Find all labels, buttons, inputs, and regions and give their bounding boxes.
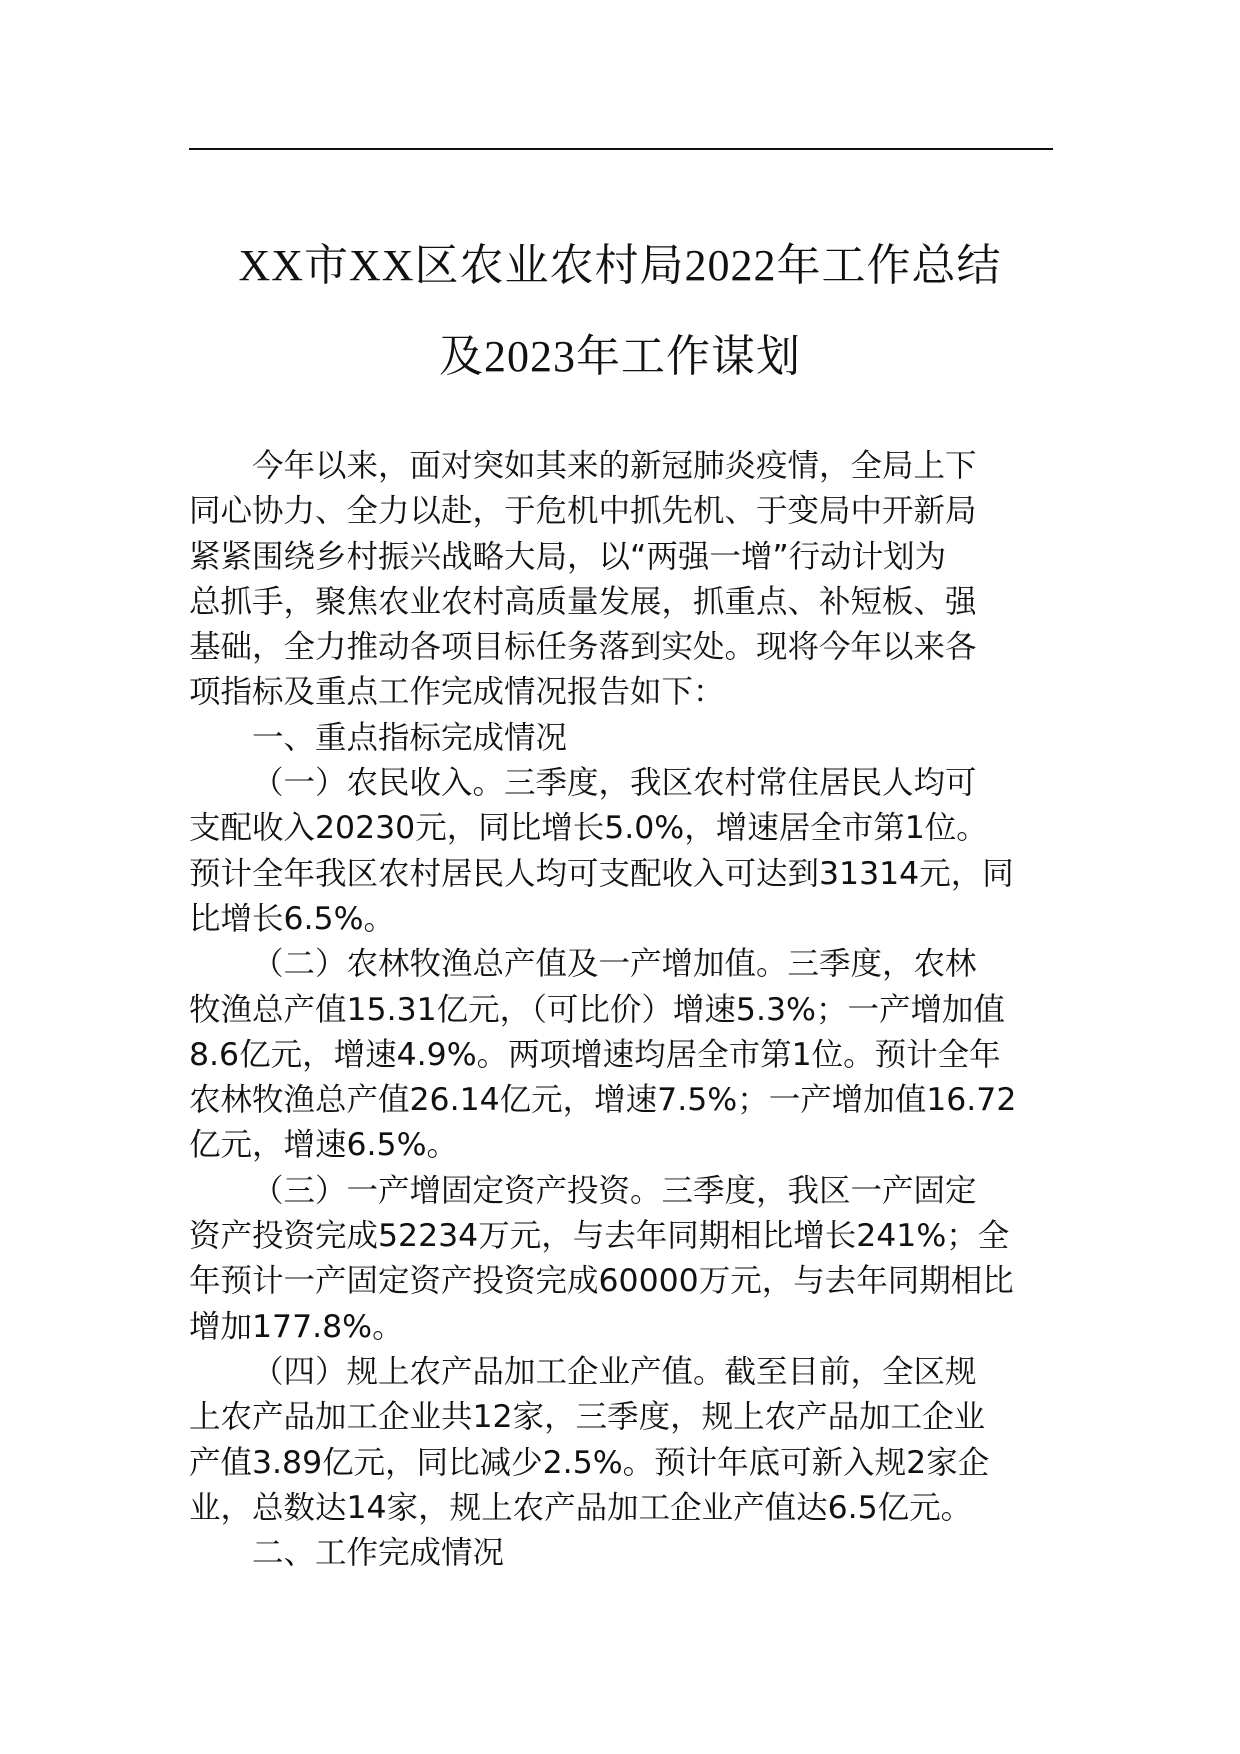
paragraph-line: 比增长6.5%。 (189, 900, 396, 937)
header-rule (189, 148, 1053, 150)
paragraph-line: 年预计一产固定资产投资完成60000万元，与去年同期相比 (189, 1263, 1014, 1300)
document-body (189, 444, 1053, 1576)
paragraph-line: 紧紧围绕乡村振兴战略大局，以“两强一增”行动计划为 (189, 538, 947, 575)
paragraph-line: 业，总数达14家，规上农产品加工企业产值达6.5亿元。 (189, 1489, 973, 1526)
paragraph-line: 支配收入20230元，同比增长5.0%，增速居全市第1位。 (189, 810, 988, 847)
paragraph-line: （一）农民收入。三季度，我区农村常住居民人均可 (252, 765, 977, 802)
document-title-line-1: XX市XX区农业农村局2022年工作总结 (238, 241, 1002, 290)
paragraph-line: 总抓手，聚焦农业农村高质量发展，抓重点、补短板、强 (189, 583, 977, 620)
paragraph-line: 基础，全力推动各项目标任务落到实处。现将今年以来各 (189, 629, 977, 666)
paragraph-line: （四）规上农产品加工企业产值。截至目前，全区规 (252, 1353, 977, 1390)
paragraph-line: 预计全年我区农村居民人均可支配收入可达到31314元，同 (189, 855, 1014, 892)
paragraph-line: 农林牧渔总产值26.14亿元，增速7.5%；一产增加值16.72 (189, 1082, 1017, 1119)
paragraph-line: 8.6亿元，增速4.9%。两项增速均居全市第1位。预计全年 (189, 1036, 1001, 1073)
paragraph-line: 产值3.89亿元，同比减少2.5%。预计年底可新入规2家企 (189, 1444, 990, 1481)
document-title-line-2: 及2023年工作谋划 (439, 332, 801, 381)
section-heading-1: 一、重点指标完成情况 (252, 719, 568, 756)
paragraph-line: （二）农林牧渔总产值及一产增加值。三季度，农林 (252, 946, 977, 983)
paragraph-line: 资产投资完成52234万元，与去年同期相比增长241%；全 (189, 1218, 1010, 1255)
paragraph-line: 增加177.8%。 (189, 1308, 404, 1345)
paragraph-line: 上农产品加工企业共12家，三季度，规上农产品加工企业 (189, 1399, 986, 1436)
paragraph-line: 亿元，增速6.5%。 (189, 1127, 459, 1164)
paragraph-line: 同心协力、全力以赴，于危机中抓先机、于变局中开新局 (189, 493, 977, 530)
paragraph-line: （三）一产增固定资产投资。三季度，我区一产固定 (252, 1172, 977, 1209)
paragraph-line: 今年以来，面对突如其来的新冠肺炎疫情，全局上下 (252, 448, 977, 484)
paragraph-line: 项指标及重点工作完成情况报告如下： (189, 674, 725, 711)
paragraph-line: 牧渔总产值15.31亿元，（可比价）增速5.3%；一产增加值 (189, 991, 1005, 1028)
section-heading-2: 二、工作完成情况 (252, 1535, 505, 1572)
